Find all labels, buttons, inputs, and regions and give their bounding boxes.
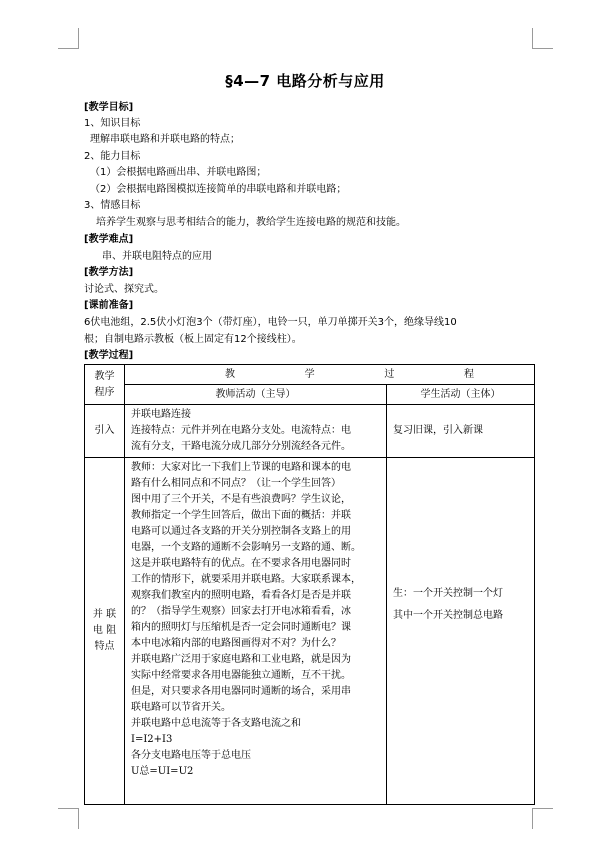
teacher-line: 电器，一个支路的通断不会影响另一支路的通、断。 xyxy=(131,542,361,553)
process-header-char-2: 学 xyxy=(304,368,315,380)
program-header-line-2: 程序 xyxy=(94,386,115,398)
goal-1-label: 1、知识目标 xyxy=(84,118,141,129)
teacher-line: 观察我们教室内的照明电路，看看各灯是否是并联 xyxy=(131,590,351,601)
program-header-line-1: 教学 xyxy=(94,370,115,382)
formula-voltage: U总=UI=U2 xyxy=(131,766,194,777)
goal-2-text-1: （1）会根据电路画出串、并联电路图； xyxy=(90,167,267,178)
difficulty-text: 串、并联电阻特点的应用 xyxy=(102,251,212,262)
goal-2-label: 2、能力目标 xyxy=(84,151,141,162)
process-header-char-1: 教 xyxy=(225,368,235,380)
student-activity-header: 学生活动（主体） xyxy=(387,385,535,405)
teacher-line: 图中用了三个开关，不是有些浪费吗？学生议论， xyxy=(131,494,351,505)
process-header-cell xyxy=(125,365,535,385)
program-header-cell xyxy=(85,365,125,405)
teacher-line: 各分支电路电压等于总电压 xyxy=(131,750,251,761)
prep-text-2: 根；自制电路示教板（板上固定有12个接线柱）。 xyxy=(84,334,302,345)
parallel-teacher-cell xyxy=(125,458,387,805)
goals-heading: [教学目标] xyxy=(84,102,134,113)
stage-parallel-resistance xyxy=(85,458,125,805)
process-header-char-4: 程 xyxy=(463,368,474,380)
intro-teacher-cell xyxy=(125,405,387,458)
intro-teacher-line: 连接特点：元件并列在电路分支处。电流特点：电 xyxy=(131,425,351,436)
teacher-line: 这是并联电路特有的优点。在不要求各用电器同时 xyxy=(131,558,351,569)
page-title: §4—7 电路分析与应用 xyxy=(225,72,385,90)
goal-3-label: 3、情感目标 xyxy=(84,200,141,211)
process-header-char-3: 过 xyxy=(384,368,395,380)
crop-mark-bottom-left xyxy=(58,808,79,829)
teacher-line: 箱内的照明灯与压缩机是否一定会同时通断电？课 xyxy=(131,622,351,633)
teacher-activity-header: 教师活动（主导） xyxy=(125,385,387,405)
prep-heading: [课前准备] xyxy=(84,300,134,311)
difficulty-heading: [教学难点] xyxy=(84,234,134,245)
student-response-1: 生：一个开关控制一个灯 xyxy=(393,588,503,599)
teacher-line: 的？（指导学生观察）回家去打开电冰箱看看，冰 xyxy=(131,606,351,617)
stage-line: 电 阻 xyxy=(92,625,117,636)
method-text: 讨论式、探究式。 xyxy=(84,284,164,295)
goal-1-text: 理解串联电路和并联电路的特点； xyxy=(90,134,240,145)
process-heading: [教学过程] xyxy=(84,350,134,361)
prep-text-1: 6伏电池组，2.5伏小灯泡3个（带灯座），电铃一只，单刀单掷开关3个，绝缘导线10 xyxy=(84,317,457,328)
crop-mark-bottom-right xyxy=(532,808,553,829)
stage-intro: 引入 xyxy=(85,405,125,458)
stage-line: 特点 xyxy=(94,641,115,652)
teacher-line: 并联电路广泛用于家庭电路和工业电路，就是因为 xyxy=(131,654,351,665)
intro-student-text: 复习旧课，引入新课 xyxy=(393,425,483,436)
process-table xyxy=(84,364,535,805)
teacher-line: 并联电路中总电流等于各支路电流之和 xyxy=(131,718,301,729)
student-response-2: 其中一个开关控制总电路 xyxy=(393,610,503,621)
goal-2-text-2: （2）会根据电路图模拟连接简单的串联电路和并联电路； xyxy=(90,184,347,195)
teacher-line: 本中电冰箱内部的电路图画得对不对？为什么？ xyxy=(131,638,341,649)
teacher-line: 教师：大家对比一下我们上节课的电路和课本的电 xyxy=(131,462,351,473)
method-heading: [教学方法] xyxy=(84,267,134,278)
stage-line: 并 联 xyxy=(92,609,117,620)
intro-teacher-line: 并联电路连接 xyxy=(131,409,191,420)
formula-current: I=I2+I3 xyxy=(131,734,173,745)
parallel-student-cell xyxy=(387,458,535,805)
teacher-line: 路有什么相同点和不同点？（让一个学生回答） xyxy=(131,478,341,489)
teacher-line: 工作的情形下，就要采用并联电路。大家联系课本， xyxy=(131,574,361,585)
teacher-line: 教师指定一个学生回答后，做出下面的概括：并联 xyxy=(131,510,351,521)
intro-teacher-line: 流有分支，干路电流分成几部分分别流经各元件。 xyxy=(131,441,351,452)
goal-3-text: 培养学生观察与思考相结合的能力，教给学生连接电路的规范和技能。 xyxy=(96,217,406,228)
crop-mark-top-right xyxy=(532,28,553,49)
teacher-line: 电路可以通过各支路的开关分别控制各支路上的用 xyxy=(131,526,351,537)
crop-mark-top-left xyxy=(58,28,79,49)
teacher-line: 但是，对只要求各用电器同时通断的场合，采用串 xyxy=(131,686,351,697)
teacher-line: 联电路可以节省开关。 xyxy=(131,702,231,713)
intro-student-cell xyxy=(387,405,535,458)
teacher-line: 实际中经常要求各用电器能独立通断，互不干扰。 xyxy=(131,670,351,681)
